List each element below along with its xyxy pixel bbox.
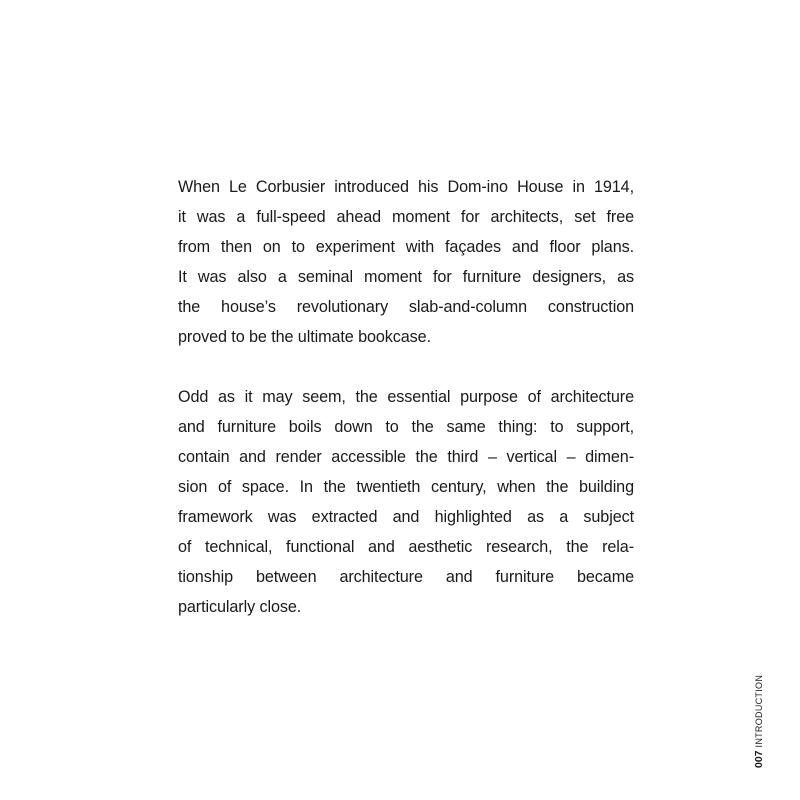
body-text bbox=[178, 172, 634, 622]
text-line: contain and render accessible the third – vertical – dimen- bbox=[178, 448, 634, 466]
text-line: framework was extracted and highlighted as a subject bbox=[178, 508, 634, 526]
text-line: When Le Corbusier introduced his Dom-ino House in 1914, bbox=[178, 178, 634, 196]
paragraph-2 bbox=[178, 382, 634, 622]
paragraph-spacer bbox=[178, 352, 634, 382]
text-line: it was a full-speed ahead moment for architects, set free bbox=[178, 208, 634, 226]
text-line: Odd as it may seem, the essential purpose of architecture bbox=[178, 388, 634, 406]
section-label: INTRODUCTION bbox=[754, 674, 764, 748]
text-line: It was also a seminal moment for furniture designers, as bbox=[178, 268, 634, 286]
text-line: the house’s revolutionary slab-and-column construction bbox=[178, 298, 634, 316]
text-line: sion of space. In the twentieth century, when the building bbox=[178, 478, 634, 496]
page-number: 007 bbox=[753, 750, 765, 768]
text-line: of technical, functional and aesthetic research, the rela- bbox=[178, 538, 634, 556]
text-line: tionship between architecture and furniture became bbox=[178, 568, 634, 586]
text-line: from then on to experiment with façades and floor plans. bbox=[178, 238, 634, 256]
text-line: and furniture boils down to the same thing: to support, bbox=[178, 418, 634, 436]
paragraph-1 bbox=[178, 172, 634, 352]
page-folio bbox=[752, 675, 766, 768]
text-line: proved to be the ultimate bookcase. bbox=[178, 328, 431, 346]
text-line: particularly close. bbox=[178, 598, 302, 616]
